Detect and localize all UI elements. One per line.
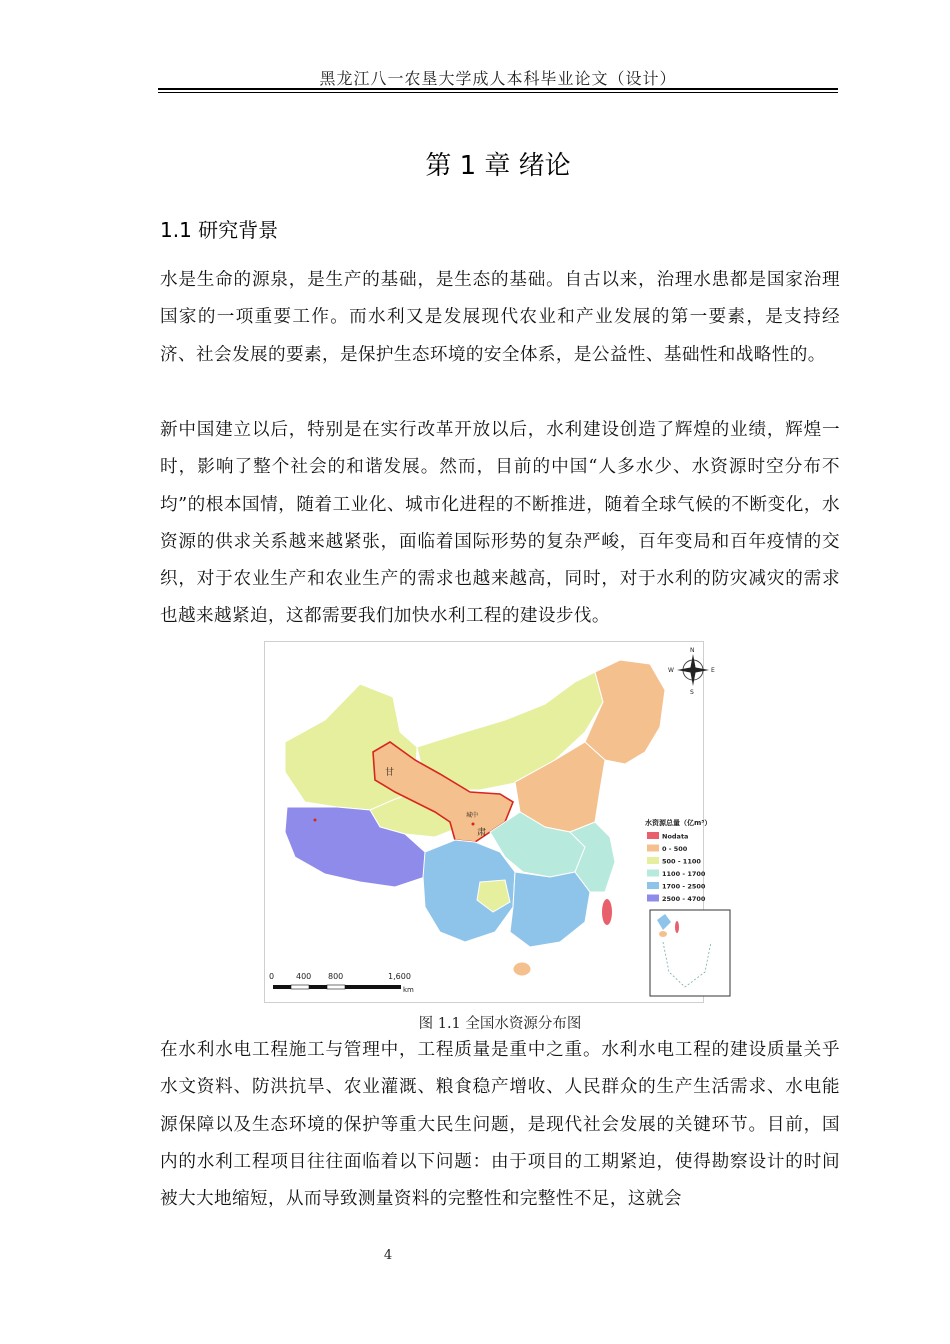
label-gansu-b: 肃 bbox=[477, 828, 487, 838]
water-resources-map-figure bbox=[264, 641, 715, 1003]
region-hainan bbox=[513, 962, 531, 976]
legend-swatch bbox=[647, 895, 659, 902]
compass-e: E bbox=[711, 667, 715, 674]
legend-label: 1100 - 1700 bbox=[662, 870, 706, 878]
legend-title: 水资源总量（亿m³） bbox=[645, 819, 712, 827]
scale-tick-1: 400 bbox=[296, 972, 312, 981]
scale-unit: km bbox=[403, 986, 414, 994]
south-china-sea-inset bbox=[650, 910, 730, 996]
legend-swatch bbox=[647, 832, 659, 839]
scale-tick-2: 800 bbox=[328, 972, 344, 981]
legend-label: 0 - 500 bbox=[662, 845, 688, 853]
compass-rose bbox=[668, 647, 715, 696]
label-city: 城中 bbox=[466, 812, 479, 819]
page-number: 4 bbox=[383, 1248, 393, 1263]
paragraph-3: 在水利水电工程施工与管理中，工程质量是重中之重。水利水电工程的建设质量关乎水文资料、防洪抗旱、农业灌溉、粮食稳产增收、人民群众的生产生活需求、水电能源保障以及生态环境的保护等重大民生问题，是现代社会发展的关键环节。目前，国内的水利工程项目往往面临着以下问题：由于项目的工期紧迫，使得勘察设计的时间被大大地缩短，从而导致测量资料的完整性和完整性不足，这就会 bbox=[160, 1040, 840, 1210]
paragraph-1: 水是生命的源泉，是生产的基础，是生态的基础。自古以来，治理水患都是国家治理国家的一项重要工作。而水利又是发展现代农业和产业发展的第一要素，是支持经济、社会发展的要素，是保护生态环境的安全体系，是公益性、基础性和战略性的。 bbox=[160, 270, 840, 365]
header-rule bbox=[158, 88, 838, 93]
region-taiwan bbox=[602, 899, 612, 925]
legend-swatch bbox=[647, 870, 659, 877]
legend-swatch bbox=[647, 857, 659, 864]
tibet-city-dot bbox=[314, 819, 317, 822]
legend-label: 500 - 1100 bbox=[662, 857, 701, 866]
legend-label: 2500 - 4700 bbox=[662, 895, 706, 903]
compass-w: W bbox=[668, 667, 674, 674]
scale-tick-3: 1,600 bbox=[388, 972, 411, 981]
scale-bar bbox=[269, 972, 414, 994]
label-gansu-a: 甘 bbox=[385, 768, 395, 778]
running-header: 黑龙江八一农垦大学成人本科毕业论文（设计） bbox=[319, 69, 677, 88]
compass-n: N bbox=[690, 647, 695, 654]
china-map bbox=[265, 642, 715, 1002]
compass-s: S bbox=[690, 689, 694, 696]
region-south-central bbox=[510, 872, 590, 947]
paragraph-2: 新中国建立以后，特别是在实行改革开放以后，水利建设创造了辉煌的业绩，辉煌一时，影响了整个社会的和谐发展。然而，目前的中国“人多水少、水资源时空分布不均”的根本国情，随着工业化、城市化进程的不断推进，随着全球气候的不断变化，水资源的供求关系越来越紧张，面临着国际形势的复杂严峻，百年变局和百年疫情的交织，对于农业生产和农业生产的需求也越来越高，同时，对于水利的防灾减灾的需求也越来越紧迫，这都需要我们加快水利工程的建设步伐。 bbox=[160, 420, 840, 627]
legend-label: 1700 - 2500 bbox=[662, 882, 706, 891]
legend-swatch bbox=[647, 882, 659, 889]
map-legend bbox=[644, 818, 711, 903]
figure-caption: 图 1.1 全国水资源分布图 bbox=[418, 1016, 582, 1032]
section-title: 1.1 研究背景 bbox=[160, 218, 279, 242]
city-dot bbox=[472, 823, 475, 826]
legend-swatch bbox=[647, 845, 659, 852]
chapter-title: 第 1 章 绪论 bbox=[425, 151, 571, 181]
scale-tick-0: 0 bbox=[269, 972, 275, 981]
legend-label: Nodata bbox=[662, 832, 689, 841]
